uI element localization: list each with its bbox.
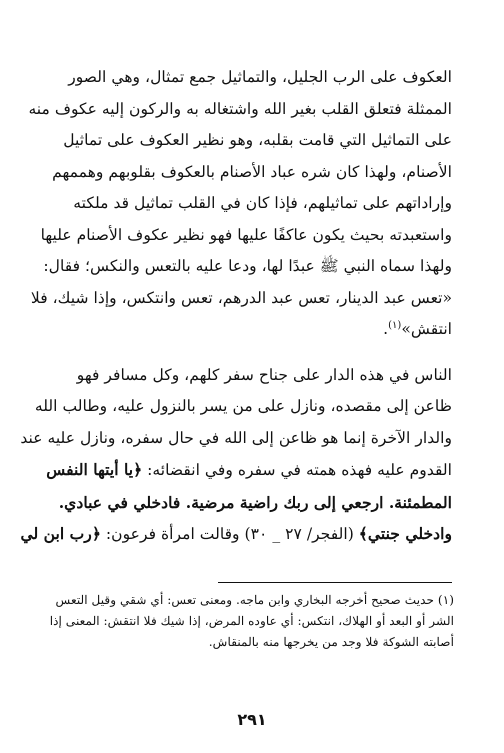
text-line: الأصنام، ولهذا كان شره عباد الأصنام بالعكوف بقلوبهم وهممهم — [52, 162, 452, 181]
footnote-line: أصابته الشوكة فلا وجد من يخرجها منه بالمنقاش. — [208, 635, 454, 649]
text-fragment: انتقش» — [401, 320, 452, 338]
text-line: الممثلة فتعلق القلب بغير الله واشتغاله به والركون إليه عكوف منه — [28, 99, 452, 118]
body-text — [20, 62, 452, 551]
footnote-divider — [218, 582, 452, 583]
footnote-line: (١) حديث صحيح أخرجه البخاري وابن ماجه. ومعنى تعس: أي شقي وقيل التعس — [55, 593, 454, 607]
paragraph-2 — [20, 360, 452, 551]
text-line: والدار الآخرة إنما هو ظاعن إلى الله في حال سفره، ونازل عليه عند — [20, 428, 452, 447]
text-line: على التماثيل التي قامت بقلبه، وهو نظير العكوف على تماثيل — [63, 131, 452, 149]
paragraph-1 — [28, 62, 452, 346]
quran-verse: ﴿يا أيتها النفس — [46, 460, 143, 479]
footnote — [49, 590, 454, 653]
page-number: ٢٩١ — [237, 710, 267, 729]
text-line: الناس في هذه الدار على جناح سفر كلهم، وكل مسافر فهو — [76, 365, 452, 384]
text-line: وإراداتهم على تماثيلهم، فإذا كان في القلب تماثيل قد ملكته — [73, 194, 452, 212]
text-line — [20, 518, 452, 551]
footnote-reference: (١) — [388, 319, 402, 331]
text-line: واستعبدته بحيث يكون عاكفًا عليها فهو نظير عكوف الأصنام عليها — [40, 225, 452, 244]
verse-citation: (الفجر/ ٢٧ _ ٣٠) وقالت امرأة فرعون: — [100, 525, 359, 543]
quran-verse: وادخلي جنتي﴾ — [358, 524, 452, 543]
text-line: ولهذا سماه النبي ﷺ عبدًا لها، ودعا عليه بالتعس والنكس؛ فقال: — [43, 257, 452, 275]
text-fragment: القدوم عليه فهذه همته في سفره وفي انقضائه: — [142, 461, 452, 479]
quran-verse-line: المطمئنة. ارجعي إلى ربك راضية مرضية. فادخلي في عبادي. — [58, 492, 452, 512]
text-line: «تعس عبد الدينار، تعس عبد الدرهم، تعس وانتكس، وإذا شيك، فلا — [30, 288, 452, 307]
text-line — [46, 454, 452, 487]
quran-verse: ﴿رب ابن لي — [20, 524, 101, 543]
text-line: ظاعن إلى مقصده، ونازل على من يسر بالنزول عليه، وطالب الله — [34, 397, 452, 415]
text-line-last: انتقش»$^{(١)}$. — [383, 319, 452, 338]
text-line: العكوف على الرب الجليل، والتماثيل جمع تمثال، وهي الصور — [68, 68, 452, 86]
footnote-line: الشر أو البعد أو الهلاك، انتكس: أي عاوده المرض، إذا شيك فلا انتقش: المعنى إذا — [49, 614, 454, 628]
